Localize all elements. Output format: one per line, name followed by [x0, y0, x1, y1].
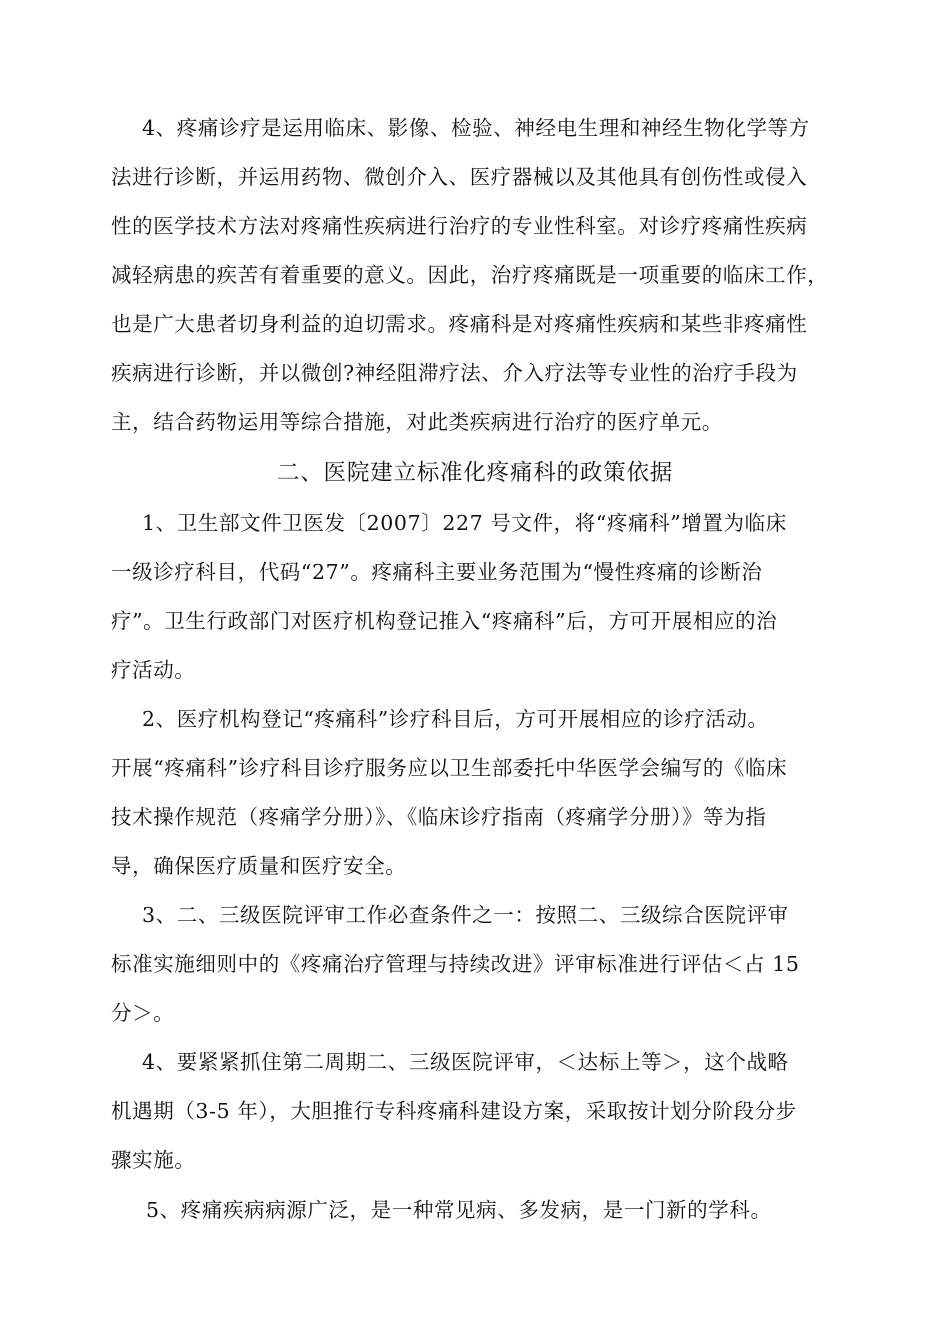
text-line: 机遇期（3-5 年），大胆推行专科疼痛科建设方案，采取按计划分阶段分步	[111, 1099, 797, 1123]
text-line: 4、要紧紧抓住第二周期二、三级医院评审，＜达标上等＞，这个战略	[142, 1050, 789, 1074]
text-line: 性的医学技术方法对疼痛性疾病进行治疗的专业性科室。对诊疗疼痛性疾病	[111, 214, 808, 238]
text-line: 疾病进行诊断，并以微创?神经阻滞疗法、介入疗法等专业性的治疗手段为	[111, 361, 798, 385]
text-line: 主，结合药物运用等综合措施，对此类疾病进行治疗的医疗单元。	[111, 410, 723, 434]
text-line: 法进行诊断，并运用药物、微创介入、医疗器械以及其他具有创伤性或侵入	[111, 165, 808, 189]
text-line: 骤实施。	[111, 1148, 196, 1172]
text-line: 1、卫生部文件卫医发〔2007〕227 号文件，将“疼痛科”增置为临床	[142, 511, 787, 535]
section-heading: 二、医院建立标准化疼痛科的政策依据	[276, 460, 674, 486]
text-line: 分＞。	[111, 1001, 175, 1025]
text-line: 疗”。卫生行政部门对医疗机构登记推入“疼痛科”后，方可开展相应的治	[111, 609, 778, 633]
text-line: 标准实施细则中的《疼痛治疗管理与持续改进》评审标准进行评估＜占 15	[111, 952, 800, 976]
text-line: 3、二、三级医院评审工作必查条件之一：按照二、三级综合医院评审	[142, 903, 789, 927]
text-line: 也是广大患者切身利益的迫切需求。疼痛科是对疼痛性疾病和某些非疼痛性	[111, 312, 808, 336]
text-line: 开展“疼痛科”诊疗科目诊疗服务应以卫生部委托中华医学会编写的《临床	[111, 756, 788, 780]
text-line: 导，确保医疗质量和医疗安全。	[111, 854, 407, 878]
text-line: 一级诊疗科目，代码“27”。疼痛科主要业务范围为“慢性疼痛的诊断治	[111, 560, 763, 584]
text-line: 减轻病患的疾苦有着重要的意义。因此，治疗疼痛既是一项重要的临床工作，	[111, 263, 829, 287]
text-line: 疗活动。	[111, 658, 196, 682]
text-line: 2、医疗机构登记“疼痛科”诊疗科目后，方可开展相应的诊疗活动。	[142, 707, 769, 731]
text-line: 技术操作规范（疼痛学分册）》、《临床诊疗指南（疼痛学分册）》等为指	[111, 805, 767, 829]
text-line: 4、疼痛诊疗是运用临床、影像、检验、神经电生理和神经生物化学等方	[142, 116, 810, 140]
text-line: 5、疼痛疾病病源广泛，是一种常见病、多发病，是一门新的学科。	[146, 1198, 772, 1222]
